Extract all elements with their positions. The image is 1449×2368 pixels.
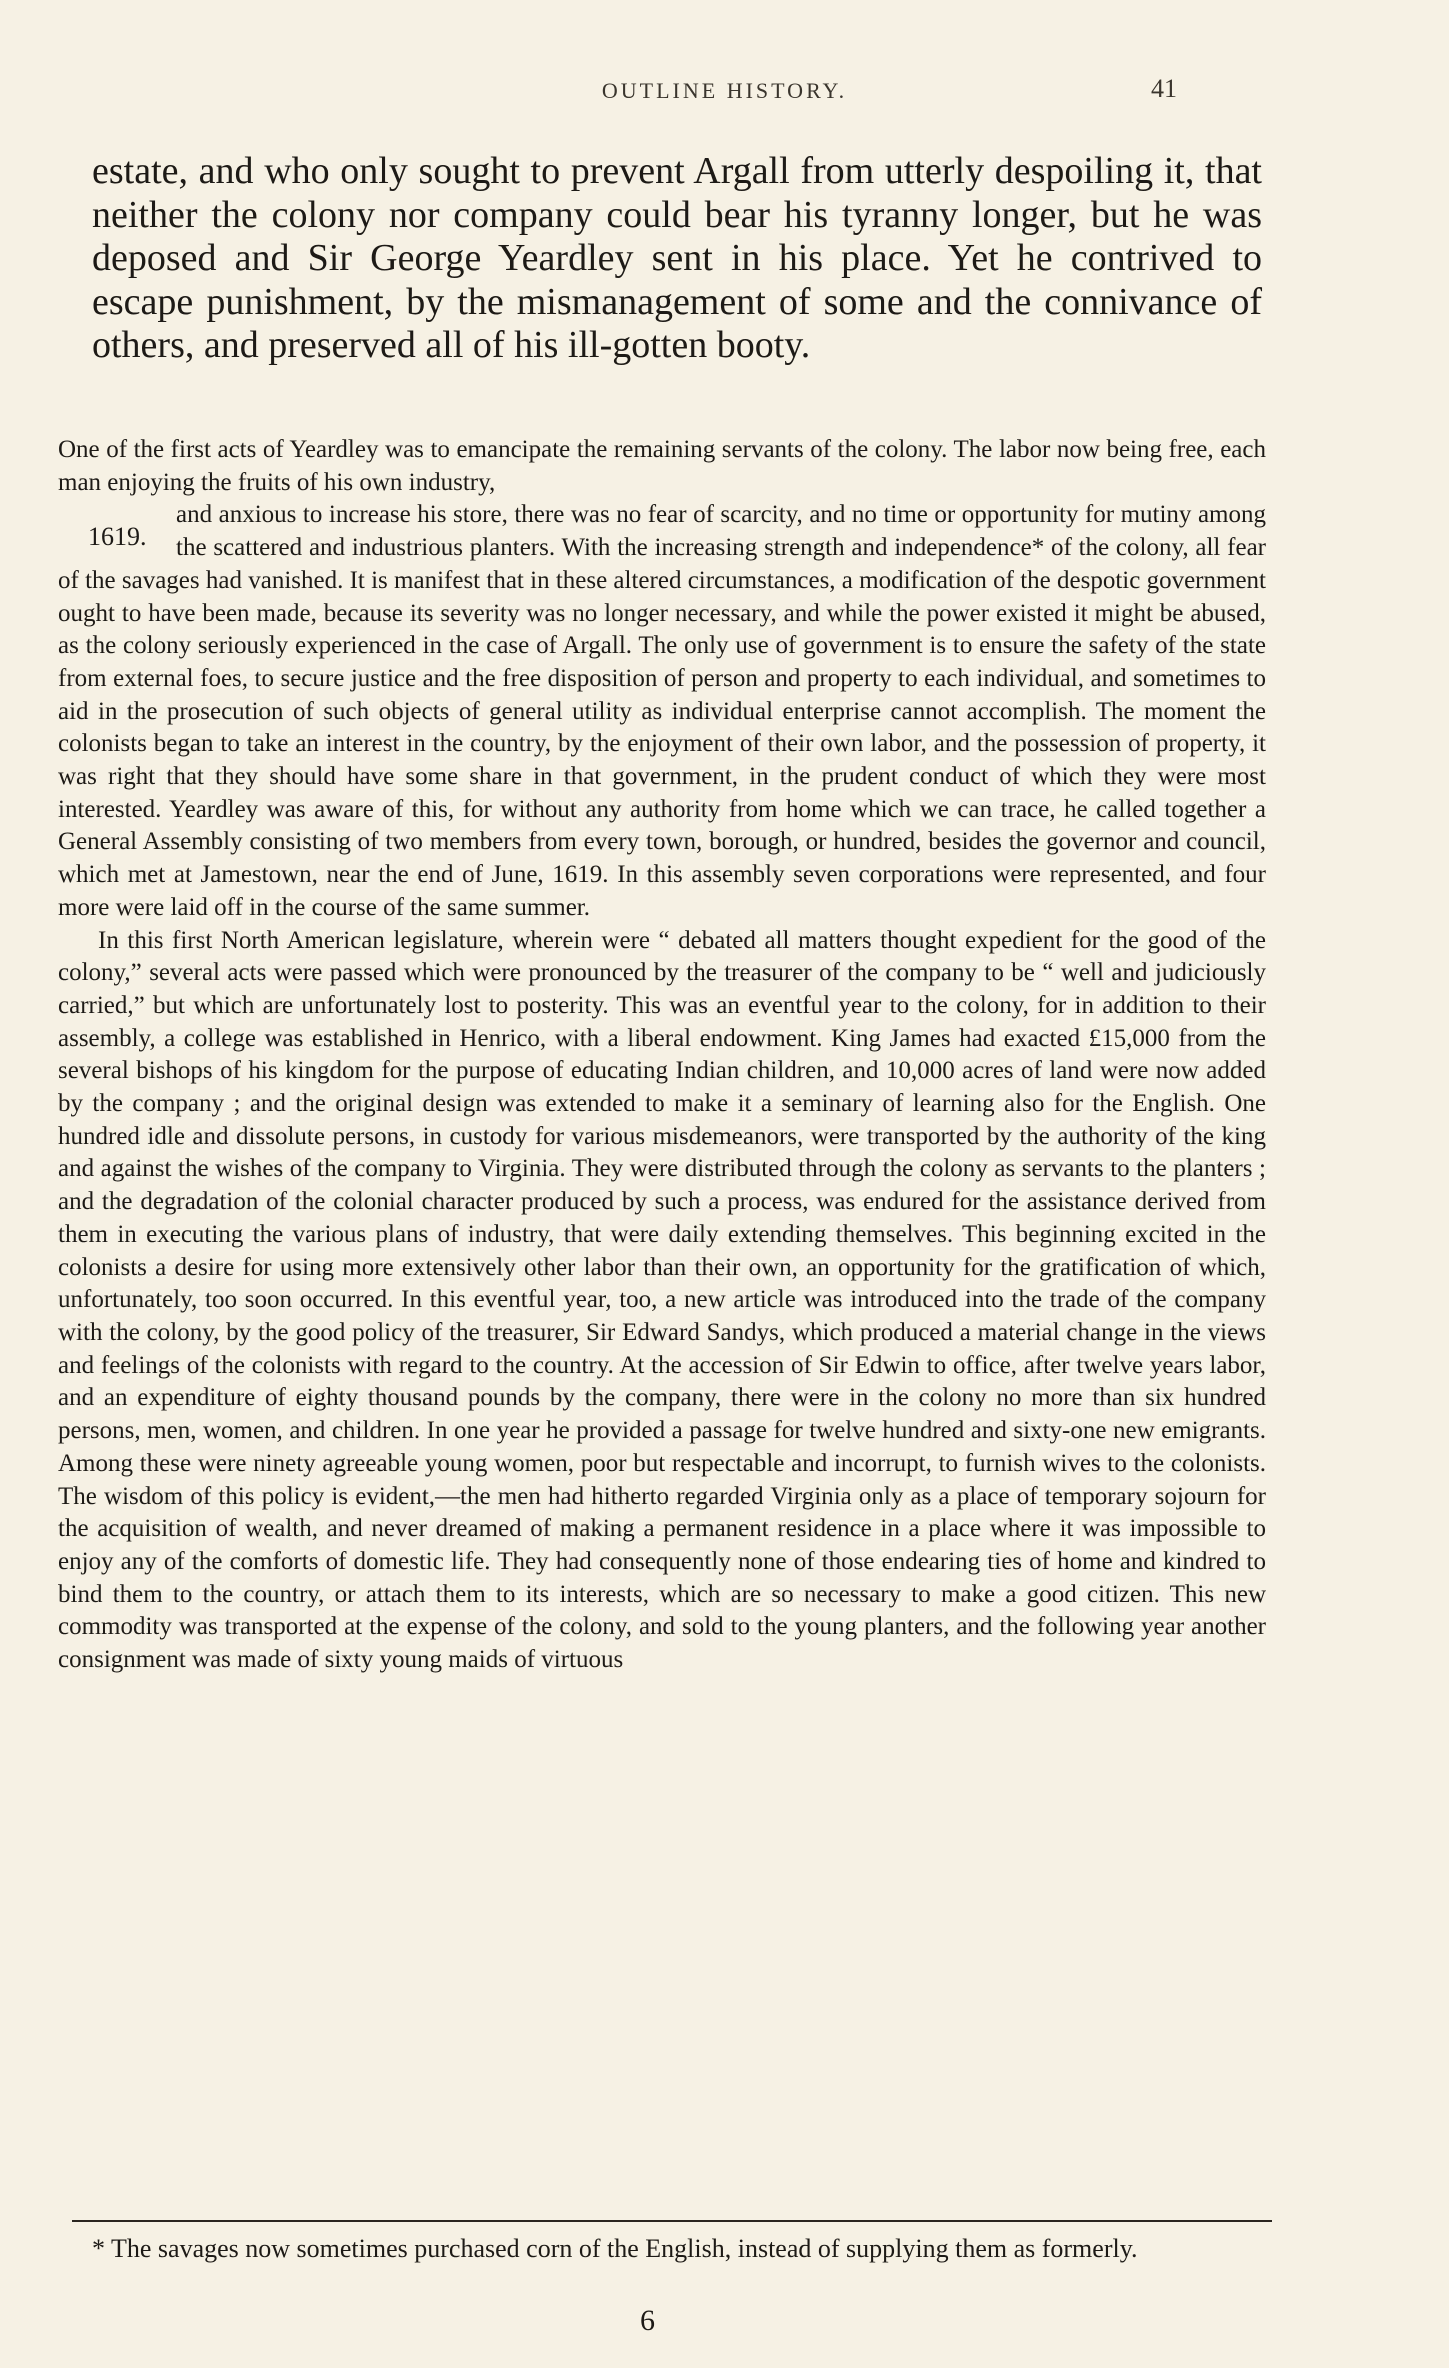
signature-mark: 6 (640, 2304, 655, 2337)
paragraph-yeardley-rest: and anxious to increase his store, there was no fear of scarcity, and no time or opportunity for mutiny among the scattered and industrious planters. With the increasing strength and independence* of the colony, all fear of the savages had vanished. It is manifest that in these altered circumstances, a modification of the despotic government ought to have been made, because its severity was no longer necessary, and while the power existed it might be abused, as the colony seriously experienced in the case of Argall. The only use of government is to ensure the safety of the state from external foes, to secure justice and the free disposition of person and property to each individual, and sometimes to aid in the prosecution of such objects of general utility as individual enterprise cannot accomplish. The moment the colonists began to take an interest in the country, by the enjoyment of their own labor, and the possession of property, it was right that they should have some share in that government, in the prudent conduct of which they were most interested. Yeardley was aware of this, for without any authority from home which we can trace, he called together a General Assembly consisting of two members from every town, borough, or hundred, besides the governor and council, which met at Jamestown, near the end of June, 1619. In this assembly seven corporations were represented, and four more were laid off in the course of the same summer. (58, 501, 1266, 921)
paragraph-yeardley-start: One of the first acts of Yeardley was to emancipate the remaining servants of the colony. The labor now being free, each man enjoying the fruits of his own industry, (58, 436, 1266, 496)
lead-paragraph: estate, and who only sought to prevent Argall from utterly despoiling it, that neither the colony nor company could bear his tyranny longer, but he was deposed and Sir George Yeardley sent in his place. Yet he contrived to escape punishment, by the mismanagement of some and the connivance of others, and preserved all of his ill-gotten booty. (92, 150, 1262, 366)
margin-date-text: 1619. (88, 522, 147, 552)
paragraph-legislature: In this first North American legislature, wherein were “ debated all matters thought expedient for the good of the colony,” several acts were passed which were pronounced by the treasurer of the company to be “ well and judiciously carried,” but which are unfortunately lost to posterity. This was an eventful year to the colony, for in addition to their assembly, a college was established in Henrico, with a liberal endowment. King James had exacted £15,000 from the several bishops of his kingdom for the purpose of educating Indian children, and 10,000 acres of land were now added by the company ; and the original design was extended to make it a seminary of learning also for the English. One hundred idle and dissolute persons, in custody for various misdemeanors, were transported by the authority of the king and against the wishes of the company to Virginia. They were distributed through the colony as servants to the planters ; and the degradation of the colonial character produced by such a process, was endured for the assistance derived from them in executing the various plans of industry, that were daily extending themselves. This beginning excited in the colonists a desire for using more extensively other labor than their own, an opportunity for the gratification of which, unfortunately, too soon occurred. In this eventful year, too, a new article was introduced into the trade of the company with the colony, by the good policy of the treasurer, Sir Edward Sandys, which produced a material change in the views and feelings of the colonists with regard to the country. At the accession of Sir Edwin to office, after twelve years labor, and an expenditure of eighty thousand pounds by the company, there were in the colony no more than six hundred persons, men, women, and children. In one year he provided a passage for twelve hundred and sixty-one new emigrants. Among these were ninety agreeable young women, poor but respectable and incorrupt, to furnish wives to the colonists. The wisdom of this policy is evident,—the men had hitherto regarded Virginia only as a place of temporary sojourn for the acquisition of wealth, and never dreamed of making a permanent residence in a place where it was impossible to enjoy any of the comforts of domestic life. They had consequently none of those endearing ties of home and kindred to bind them to the country, or attach them to its interests, which are so necessary to make a good citizen. This new commodity was transported at the expense of the colony, and sold to the young planters, and the following year another consignment was made of sixty young maids of virtuous (58, 926, 1266, 1674)
footnote-rule (72, 2220, 1272, 2222)
main-text (58, 434, 1266, 1677)
paragraph-yeardley (58, 434, 1266, 925)
footnote-text: The savages now sometimes purchased corn of the English, instead of supplying them as formerly. (111, 2234, 1138, 2263)
running-title: OUTLINE HISTORY. (601, 78, 848, 103)
footnote-marker: * (92, 2234, 105, 2263)
margin-date-note (58, 499, 168, 563)
page-number: 41 (1151, 74, 1177, 103)
running-header (60, 74, 1389, 108)
footnote (92, 2232, 1272, 2266)
